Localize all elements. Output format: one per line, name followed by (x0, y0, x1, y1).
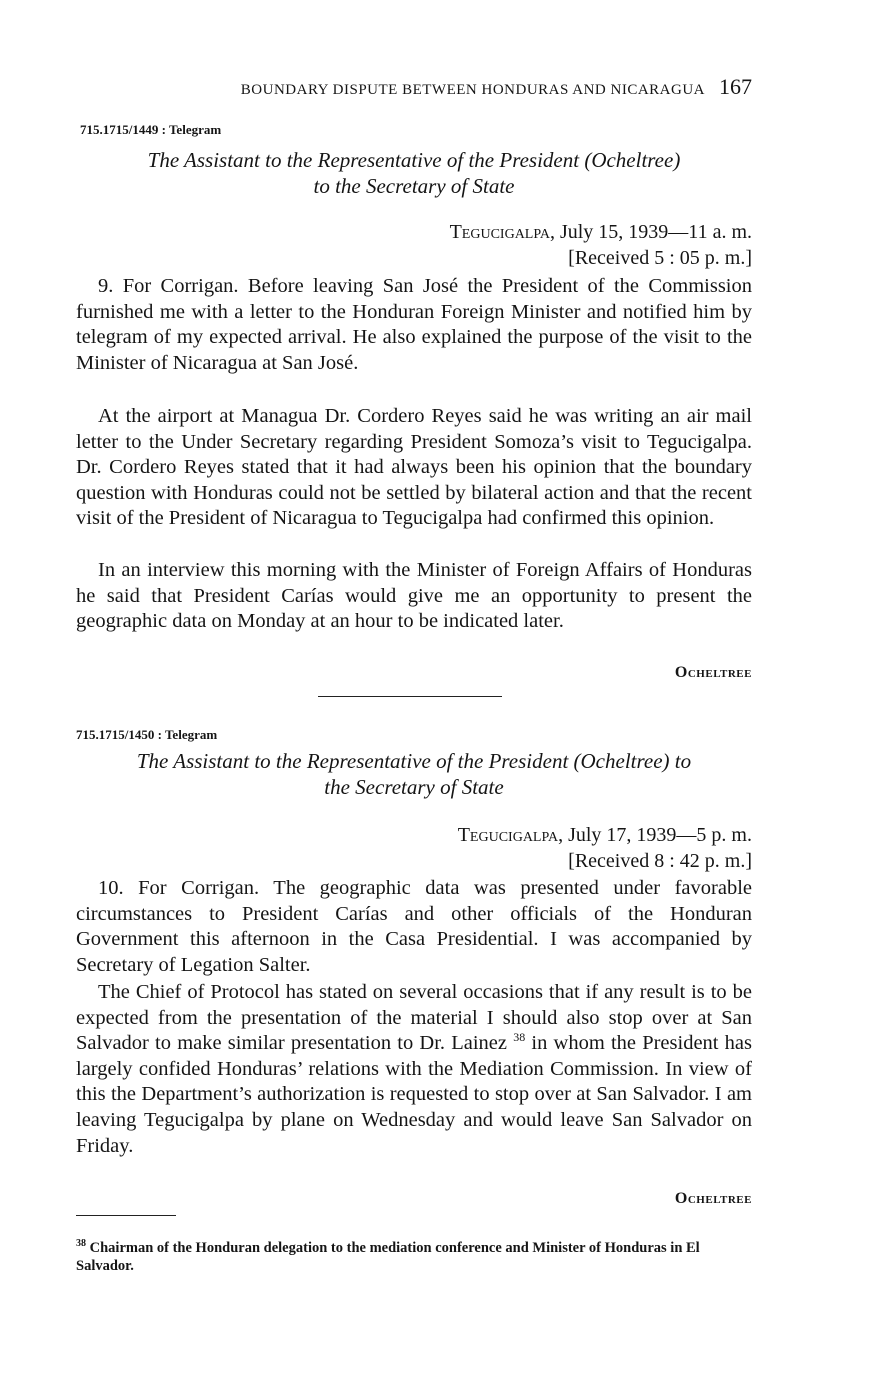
footnote-reference: 38 (513, 1030, 526, 1045)
footnote-divider (76, 1215, 176, 1216)
footnote-text: Chairman of the Honduran delegation to the mediation conference and Minister of Honduras in El Salvador. (76, 1239, 700, 1274)
title-line: the Secretary of State (324, 775, 504, 799)
title-line: The Assistant to the Representative of the President (Ocheltree) to (136, 749, 692, 773)
file-reference: 715.1715/1449 : Telegram (80, 122, 222, 137)
footnote (76, 1235, 752, 1275)
dateline-date: July 15, 1939—11 a. m. (554, 221, 752, 243)
received-note: [Received 5 : 05 p. m.] (568, 247, 752, 269)
page-header (76, 74, 752, 100)
signature: Ocheltree (674, 664, 752, 681)
dateline-place: Tegucigalpa, (449, 221, 555, 243)
footnote-marker: 38 (76, 1238, 86, 1249)
paragraph: 9. For Corrigan. Before leaving San José the President of the Commission furnished me with a letter to the Honduran Foreign Minister and notified him by telegram of my expected arrival. He also explained the purpose of the visit to the Minister of Nicaragua at San José. (76, 275, 752, 374)
paragraph-text: in whom the President has largely confided Honduras’ relations with the Mediation Commission. In view of this the Department’s authorization is requested to stop over at San Salvador. I am leaving Tegucigalpa by plane on Wednesday and would leave San Salvador on Friday. (76, 1032, 753, 1157)
dateline (450, 219, 752, 271)
running-title: BOUNDARY DISPUTE BETWEEN HONDURAS AND NICARAGUA (240, 82, 705, 98)
document-title (76, 147, 752, 199)
paragraph: 10. For Corrigan. The geographic data was presented under favorable circumstances to President Carías and other officials of the Honduran Government this afternoon in the Casa Presidential. I was accompanied by Secretary of Legation Salter. (76, 877, 752, 976)
title-line: to the Secretary of State (313, 174, 515, 198)
dateline (458, 822, 752, 874)
received-note: [Received 8 : 42 p. m.] (568, 850, 752, 872)
file-reference: 715.1715/1450 : Telegram (76, 727, 218, 742)
paragraph-text: The Chief of Protocol has stated on several occasions that if any result is to be expected from the presentation of the material I should also stop over at San Salvador to make similar presentation to Dr. Lainez (76, 981, 752, 1055)
paragraph: At the airport at Managua Dr. Cordero Reyes said he was writing an air mail letter to the Under Secretary regarding President Somoza’s visit to Tegucigalpa. Dr. Cordero Reyes stated that it had always been his opinion that the boundary question with Honduras could not be settled by bilateral action and that the recent visit of the President of Nicaragua to Tegucigalpa had confirmed this opinion. (76, 405, 752, 530)
signature: Ocheltree (674, 1190, 752, 1207)
paragraph: In an interview this morning with the Minister of Foreign Affairs of Honduras he said that President Carías would give me an opportunity to present the geographic data on Monday at an hour to be indicated later. (76, 559, 752, 633)
paragraph (76, 980, 752, 1159)
page-number: 167 (719, 74, 752, 99)
dateline-date: July 17, 1939—5 p. m. (563, 824, 752, 846)
section-divider (318, 696, 502, 697)
document-title (76, 748, 752, 800)
title-line: The Assistant to the Representative of the President (Ocheltree) (147, 148, 681, 172)
dateline-place: Tegucigalpa, (457, 824, 564, 846)
